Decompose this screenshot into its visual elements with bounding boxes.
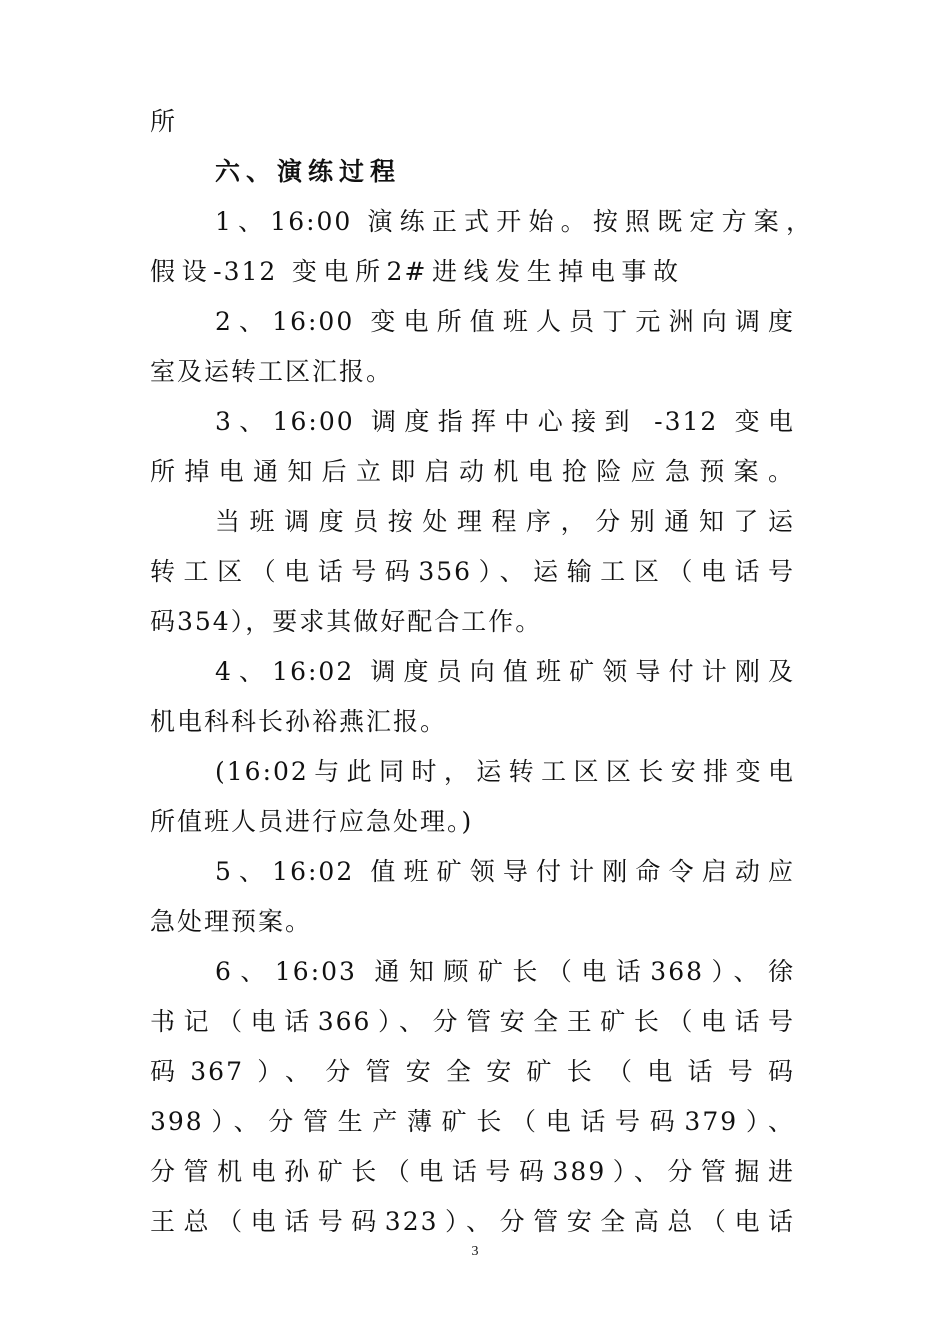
text-line: 4、16:02 调度员向值班矿领导付计刚及 <box>215 657 795 686</box>
text-line: 5、16:02 值班矿领导付计刚命令启动应 <box>215 857 795 886</box>
text-line: 1、16:00 演练正式开始。按照既定方案， <box>215 207 813 236</box>
text-line: 6、16:03 通知顾矿长（电话368）、徐 <box>215 957 795 986</box>
text-line: (16:02与此同时，运转工区区长安排变电 <box>215 757 795 786</box>
text-line: 分管机电孙矿长（电话号码389）、分管掘进 <box>150 1157 795 1186</box>
text-line: 转工区（电话号码356）、运输工区（电话号 <box>150 557 795 586</box>
page-number: 3 <box>471 1244 479 1259</box>
text-line: 398）、分管生产薄矿长（电话号码379）、 <box>150 1107 795 1136</box>
text-line: 急处理预案。 <box>150 907 313 936</box>
section-heading: 六、演练过程 <box>215 157 402 186</box>
text-line: 所 <box>150 107 178 136</box>
text-line: 2、16:00 变电所值班人员丁元洲向调度 <box>215 307 795 336</box>
text-line: 3、16:00 调度指挥中心接到 -312 变电 <box>215 407 795 436</box>
text-line: 当班调度员按处理程序，分别通知了运 <box>215 507 795 536</box>
text-line: 机电科科长孙裕燕汇报。 <box>150 707 448 736</box>
text-line: 王总（电话号码323）、分管安全高总（电话 <box>150 1207 795 1236</box>
text-line: 假设-312 变电所2#进线发生掉电事故 <box>150 257 680 286</box>
text-line: 码367）、分管安全安矿长（电话号码 <box>150 1057 795 1086</box>
text-line: 所值班人员进行应急处理。) <box>150 807 474 836</box>
text-line: 书记（电话366）、分管安全王矿长（电话号 <box>150 1007 795 1036</box>
text-line: 室及运转工区汇报。 <box>150 357 394 386</box>
text-line: 所掉电通知后立即启动机电抢险应急预案。 <box>150 457 795 486</box>
text-line: 码354），要求其做好配合工作。 <box>150 607 543 636</box>
